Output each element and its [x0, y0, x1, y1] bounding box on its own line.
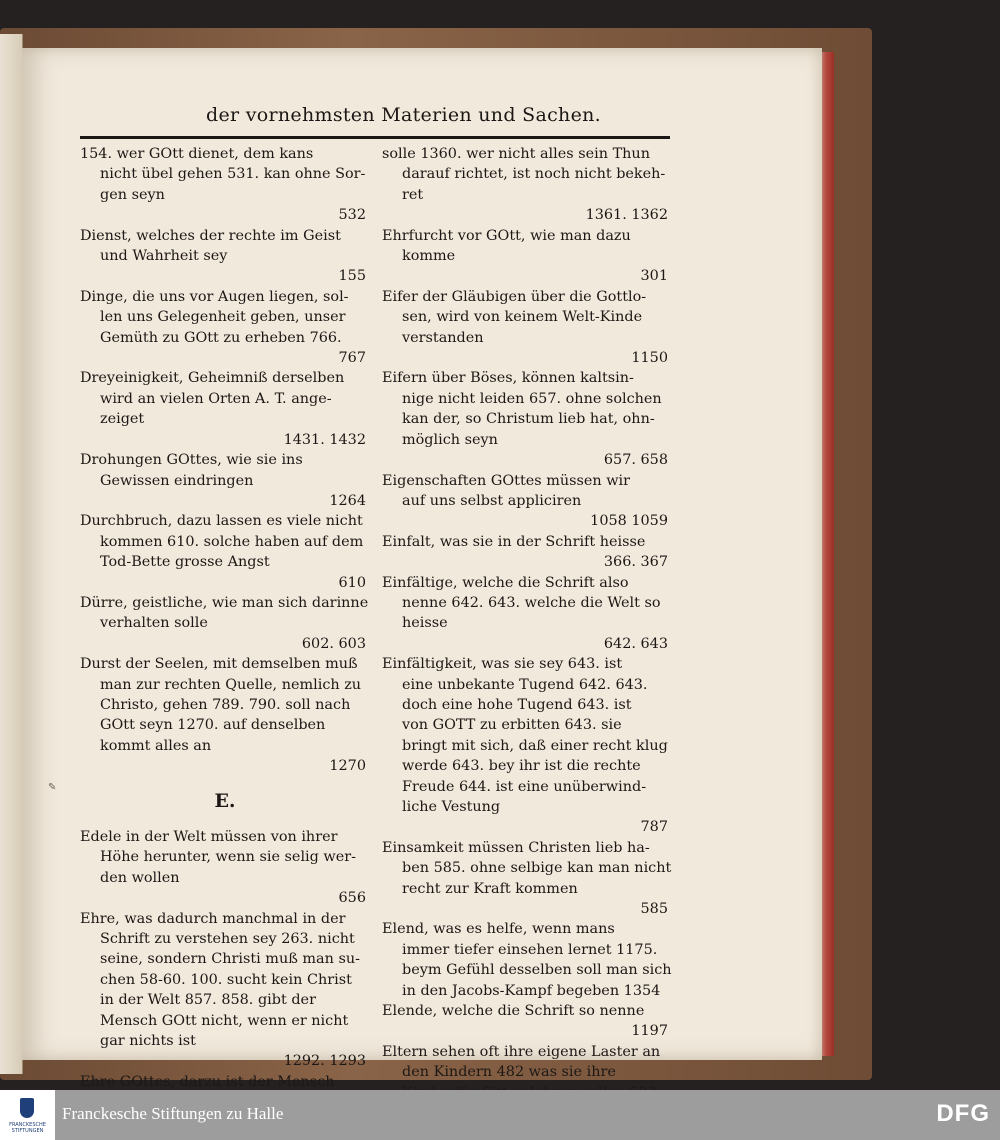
page-reference: 1292. 1293: [283, 1053, 366, 1070]
entry-line: Einsamkeit müssen Christen lieb ha-: [382, 839, 650, 856]
entry-line: Mensch GOtt nicht, wenn er nicht: [100, 1012, 349, 1029]
index-entry: [80, 827, 370, 909]
index-entry: [80, 368, 370, 450]
entry-line: Eigenschaften GOttes müssen wir: [382, 472, 631, 489]
entry-line: werde 643. bey ihr ist die rechte: [402, 758, 641, 775]
index-entry: [382, 532, 672, 573]
index-entry: [382, 368, 672, 470]
entry-line: chen 58-60. 100. sucht kein Christ: [100, 971, 352, 988]
left-entries: [80, 144, 370, 777]
page-reference: 585: [640, 901, 668, 918]
entry-line: Dinge, die uns vor Augen liegen, sol-: [80, 288, 349, 305]
index-entry: [80, 287, 370, 369]
entry-line: doch eine hohe Tugend 643. ist: [402, 696, 632, 713]
page-reference: 656: [338, 890, 366, 907]
letter-heading: E.: [214, 789, 236, 812]
page-reference: 532: [338, 207, 366, 224]
index-entry: [382, 471, 672, 532]
entry-line: Dürre, geistliche, wie man sich darinne: [80, 594, 369, 611]
entry-line: Einfalt, was sie in der Schrift heisse: [382, 533, 646, 550]
entry-line: len uns Gelegenheit geben, unser: [100, 309, 346, 326]
index-entry: [382, 287, 672, 369]
entry-line: den wollen: [100, 869, 180, 886]
index-entry: [80, 654, 370, 776]
entry-line: recht zur Kraft kommen: [402, 880, 578, 897]
page-reference: 602. 603: [301, 635, 366, 652]
crest-icon: [20, 1098, 34, 1118]
entry-line: ben 585. ohne selbige kan man nicht: [402, 860, 672, 877]
entry-line: wird an vielen Orten A. T. ange-: [100, 390, 332, 407]
entry-line: Drohungen GOttes, wie sie ins: [80, 452, 303, 469]
entry-line: Freude 644. ist eine unüberwind-: [402, 778, 647, 795]
index-entry: [382, 573, 672, 655]
entry-line: und Wahrheit sey: [100, 248, 228, 265]
page-reference: 610: [338, 574, 366, 591]
institution-logo[interactable]: [0, 1090, 55, 1140]
institution-name[interactable]: Franckesche Stiftungen zu Halle: [62, 1104, 284, 1123]
index-entry: [80, 593, 370, 654]
page-reference: 1270: [329, 758, 366, 775]
right-column: [382, 144, 672, 1126]
right-entries: [382, 144, 672, 1103]
index-entry: [80, 909, 370, 1072]
logo-text: FRANCKESCHE STIFTUNGEN: [9, 1122, 46, 1134]
entry-line: nige nicht leiden 657. ohne solchen: [402, 390, 662, 407]
entry-line: Einfältige, welche die Schrift also: [382, 574, 629, 591]
page-reference: 642. 643: [603, 635, 668, 652]
entry-line: Eifern über Böses, können kaltsin-: [382, 370, 634, 387]
entry-line: zeiget: [100, 411, 145, 428]
entry-line: Eltern sehen oft ihre eigene Laster an: [382, 1043, 661, 1060]
entry-line: liche Vestung: [402, 799, 501, 815]
page-reference: 1361. 1362: [585, 207, 668, 224]
entry-line: Durchbruch, dazu lassen es viele nicht: [80, 513, 363, 530]
entry-line: Höhe herunter, wenn sie selig wer-: [100, 849, 357, 866]
entry-line: man zur rechten Quelle, nemlich zu: [100, 676, 362, 693]
page-reference: 366. 367: [603, 554, 668, 571]
entry-line: Einfältigkeit, was sie sey 643. ist: [382, 656, 623, 673]
running-head: der vornehmsten Materien und Sachen.: [206, 104, 601, 126]
dfg-logo[interactable]: DFG: [936, 1100, 990, 1127]
entry-line: Eifer der Gläubigen über die Gottlo-: [382, 288, 647, 305]
entry-line: bringt mit sich, daß einer recht klug: [402, 737, 668, 754]
page-reference: 1150: [631, 350, 668, 367]
entry-line: nicht übel gehen 531. kan ohne Sor-: [100, 166, 366, 183]
entry-line: Ehre GOttes, darzu ist der Mensch: [80, 1073, 335, 1090]
index-entry: [80, 144, 370, 226]
index-entry: [382, 654, 672, 838]
page-reference: 1264: [329, 492, 366, 509]
entry-line: Edele in der Welt müssen von ihrer: [80, 829, 338, 845]
entry-line: Dienst, welches der rechte im Geist: [80, 227, 341, 244]
entry-line: seine, sondern Christi muß man su-: [100, 951, 360, 968]
entry-line: gar nichts ist: [100, 1033, 196, 1050]
entry-line: auf uns selbst appliciren: [402, 492, 582, 509]
footer-bar: [0, 1090, 1000, 1140]
entry-line: verhalten solle: [100, 615, 208, 632]
entry-line: Schrift zu verstehen sey 263. nicht: [100, 931, 355, 948]
entry-line: den Kindern 482 was sie ihre: [402, 1064, 616, 1081]
index-entry: [80, 226, 370, 287]
entry-line: GOtt seyn 1270. auf denselben: [100, 717, 326, 734]
entry-line: Ehre, was dadurch manchmal in der: [80, 910, 346, 927]
margin-mark: ✎: [48, 782, 57, 793]
entry-line: sen, wird von keinem Welt-Kinde: [402, 309, 643, 326]
entry-line: Elend, was es helfe, wenn mans: [382, 921, 615, 938]
entry-line: nenne 642. 643. welche die Welt so: [402, 594, 661, 611]
entry-line: darauf richtet, ist noch nicht bekeh-: [402, 166, 666, 183]
entry-line: Tod-Bette grosse Angst: [100, 554, 270, 571]
page-reference: 1431. 1432: [283, 431, 366, 448]
index-entry: [382, 144, 672, 226]
entry-line: möglich seyn: [402, 431, 498, 448]
index-entry: [382, 226, 672, 287]
entry-line: solle 1360. wer nicht alles sein Thun: [382, 146, 650, 162]
entry-line: Durst der Seelen, mit demselben muß: [80, 656, 358, 673]
page-reference: 1058 1059: [590, 513, 668, 530]
entry-line: in der Welt 857. 858. gibt der: [100, 992, 316, 1009]
entry-line: beym Gefühl desselben soll man sich: [402, 962, 672, 979]
facing-page-edge: [0, 34, 23, 1074]
entry-line: Elende, welche die Schrift so nenne: [382, 1003, 645, 1020]
page-reference: 767: [338, 350, 366, 367]
entry-line: von GOTT zu erbitten 643. sie: [402, 717, 622, 734]
page-reference: 657. 658: [603, 452, 668, 469]
page-reference: 787: [640, 819, 668, 836]
entry-line: eine unbekante Tugend 642. 643.: [402, 676, 648, 693]
entry-line: Gemüth zu GOtt zu erheben 766.: [100, 329, 342, 346]
header-rule: [80, 136, 670, 139]
index-entry: [382, 838, 672, 920]
entry-line: komme: [402, 248, 456, 265]
entry-line: immer tiefer einsehen lernet 1175.: [402, 941, 658, 958]
page-reference: 155: [338, 268, 366, 285]
left-column: [80, 144, 370, 1113]
left-entries-e: [80, 827, 370, 1113]
entry-line: kommt alles an: [100, 737, 212, 754]
entry-line: Dreyeinigkeit, Geheimniß derselben: [80, 370, 345, 387]
entry-line: Gewissen eindringen: [100, 472, 254, 489]
entry-line: 154. wer GOtt dienet, dem kans: [80, 146, 314, 162]
index-entry: [80, 511, 370, 593]
entry-line: Ehrfurcht vor GOtt, wie man dazu: [382, 227, 631, 244]
index-entry: [382, 919, 672, 1001]
entry-line: kan der, so Christum lieb hat, ohn-: [402, 411, 655, 428]
index-entry: [80, 450, 370, 511]
index-entry: [382, 1001, 672, 1042]
entry-line: ret: [402, 186, 424, 203]
page-reference: 1197: [631, 1023, 668, 1040]
entry-line: Christo, gehen 789. 790. soll nach: [100, 696, 351, 713]
page-reference: 301: [640, 268, 668, 285]
entry-line: heisse: [402, 615, 448, 632]
entry-line: kommen 610. solche haben auf dem: [100, 533, 364, 550]
entry-line: gen seyn: [100, 186, 165, 203]
entry-line: verstanden: [402, 329, 484, 346]
entry-line: in den Jacobs-Kampf begeben 1354: [402, 982, 661, 999]
